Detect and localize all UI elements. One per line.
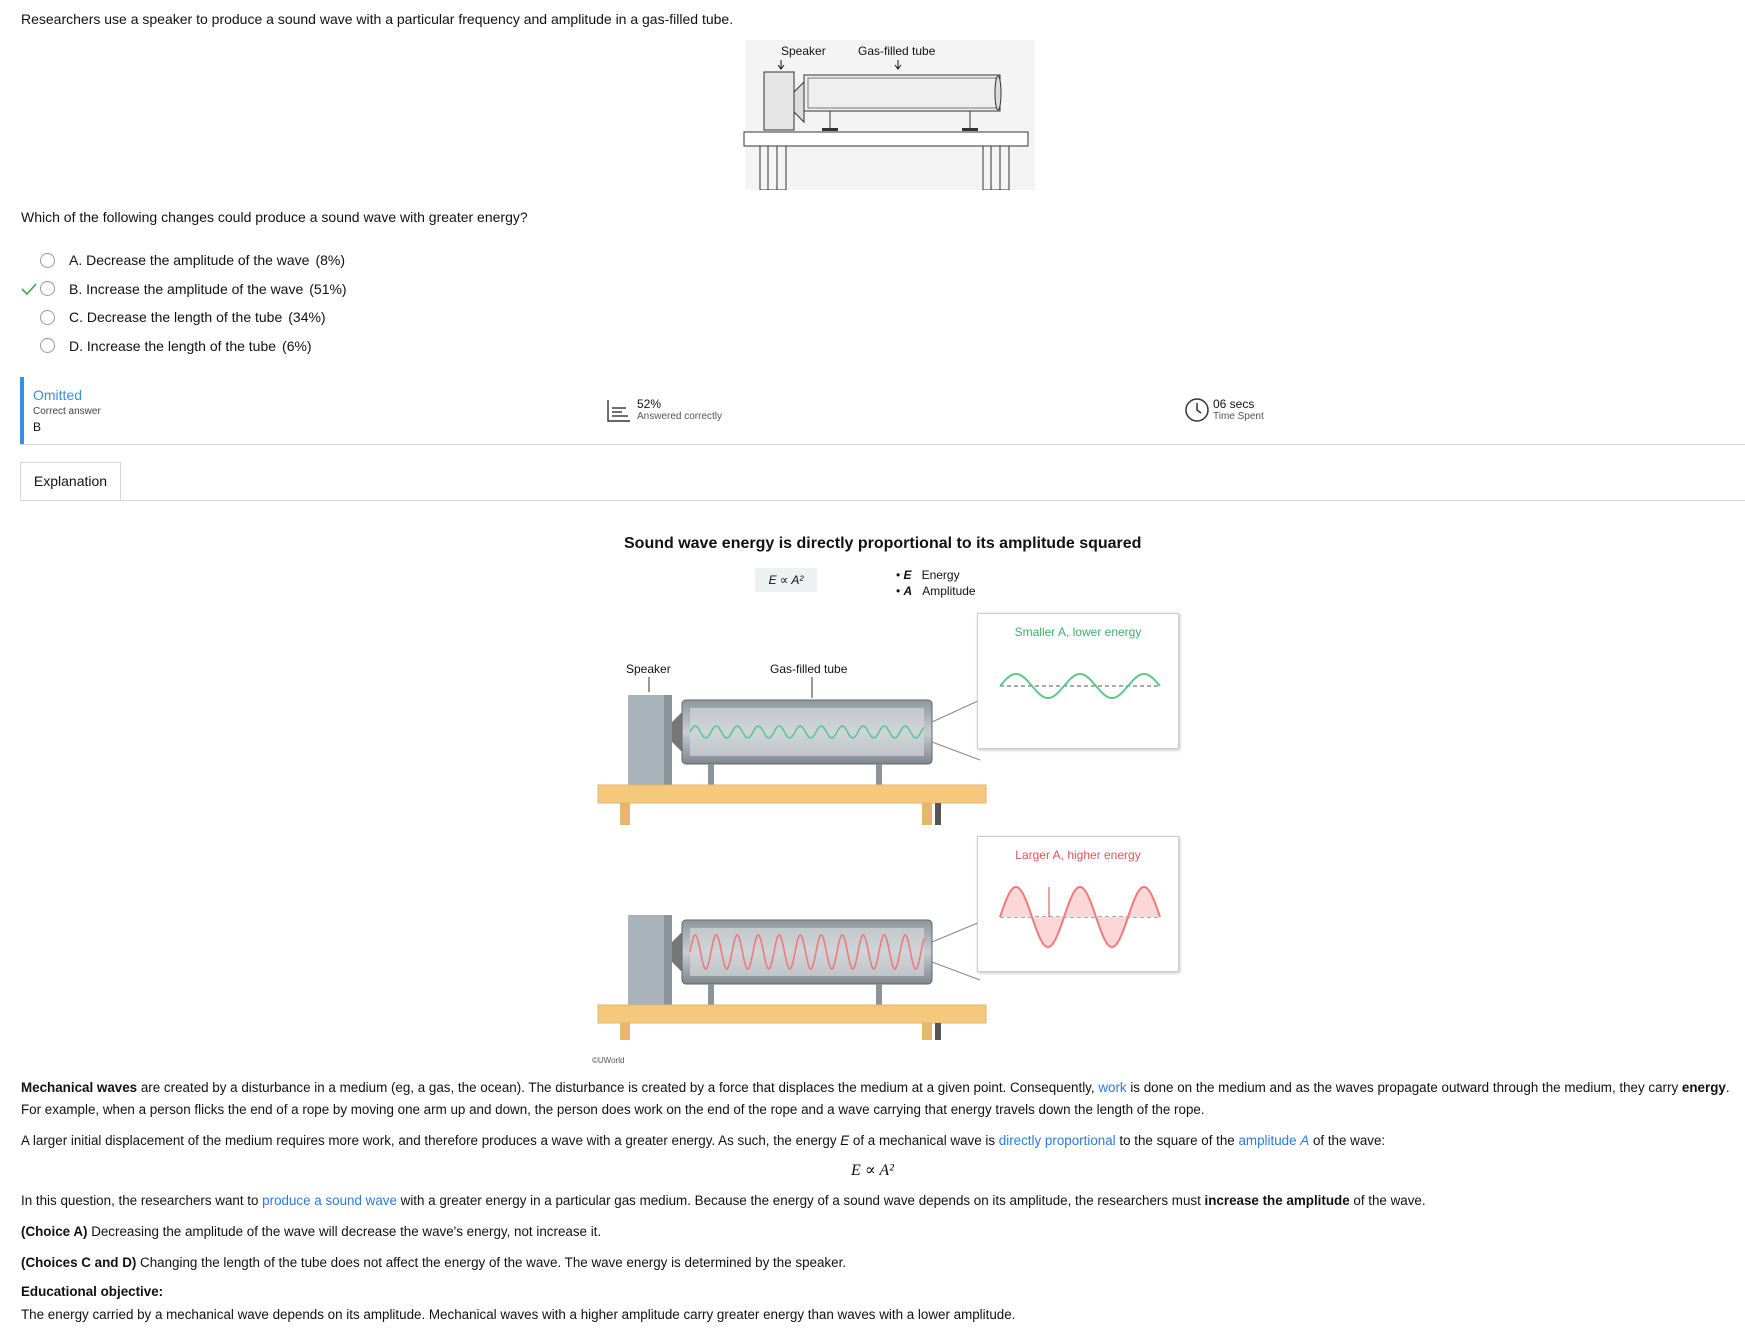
explanation-formula: E ∝ A²: [851, 1162, 894, 1179]
radio-button[interactable]: [40, 253, 55, 268]
fig-speaker-label: Speaker: [626, 662, 671, 676]
choice-text: B. Increase the amplitude of the wave: [69, 280, 304, 297]
question-stem: Researchers use a speaker to produce a sound wave with a particular frequency and amplitude in a gas-filled tube.: [21, 11, 734, 27]
link-produce-sound-wave[interactable]: produce a sound wave: [262, 1193, 397, 1208]
percent-correct-label: Answered correctly: [637, 411, 723, 422]
radio-button[interactable]: [40, 281, 55, 296]
correct-answer-label: Correct answer: [33, 406, 101, 417]
question-prompt: Which of the following changes could produce a sound wave with greater energy?: [21, 209, 528, 225]
objective-text: The energy carried by a mechanical wave depends on its amplitude. Mechanical waves with a higher amplitude carry greater energy than waves with a lower amplitude.: [21, 1307, 1016, 1322]
tab-explanation[interactable]: Explanation: [20, 462, 121, 500]
figure-legend: [896, 567, 976, 599]
link-amplitude[interactable]: amplitude A: [1238, 1133, 1310, 1148]
link-directly-proportional[interactable]: directly proportional: [998, 1133, 1116, 1148]
choice-percent: (51%): [309, 280, 347, 297]
callout-small-label: Smaller A, lower energy: [1014, 625, 1142, 639]
percent-correct: 52%: [637, 397, 662, 411]
question-figure: [740, 40, 1040, 190]
callout-large-label: Larger A, higher energy: [1015, 848, 1141, 862]
speaker-box-top: [628, 695, 664, 785]
time-spent: 06 secs: [1213, 397, 1255, 411]
legend-amplitude: • A Amplitude: [896, 584, 976, 598]
link-work[interactable]: work: [1098, 1080, 1127, 1095]
status-omitted: Omitted: [33, 387, 83, 403]
choice-a[interactable]: [20, 246, 347, 275]
callout-large-amplitude: [977, 836, 1179, 972]
explanation-paragraph-3: In this question, the researchers want to produce a sound wave with a greater energy in a particular gas medium. Because the energy of a sound wave depends on its amplitude, the researchers must increase the amplitude of the wave.: [21, 1193, 1426, 1208]
result-stats-bar: [20, 377, 1745, 445]
answer-choices: [20, 246, 347, 360]
copyright-notice: ©UWorld: [592, 1056, 625, 1065]
time-spent-label: Time Spent: [1213, 411, 1264, 422]
figure-tube-label: Gas-filled tube: [858, 44, 936, 58]
choice-percent: (34%): [288, 309, 326, 326]
correct-answer-value: B: [33, 420, 42, 434]
objective-title: Educational objective:: [21, 1284, 164, 1299]
callout-small-amplitude: [977, 613, 1179, 749]
clock-icon: [1184, 397, 1210, 423]
table-bottom: [598, 1005, 986, 1023]
correct-check-icon: [20, 280, 38, 298]
choice-d[interactable]: [20, 332, 347, 361]
legend-energy: • E Energy: [896, 568, 960, 582]
speaker-box-bottom: [628, 915, 664, 1005]
bar-chart-icon: [606, 399, 632, 423]
tab-bar: [20, 462, 1745, 501]
choice-percent: (6%): [282, 337, 312, 354]
fig-tube-label: Gas-filled tube: [770, 662, 848, 676]
choice-b[interactable]: [20, 275, 347, 304]
radio-button[interactable]: [40, 338, 55, 353]
choice-percent: (8%): [315, 252, 346, 269]
choice-text: A. Decrease the amplitude of the wave: [69, 252, 310, 269]
explanation-choice-a: (Choice A) Decreasing the amplitude of the wave will decrease the wave's energy, not increase it.: [21, 1224, 602, 1239]
choice-text: C. Decrease the length of the tube: [69, 309, 283, 326]
explanation-paragraph-1: Mechanical waves are created by a disturbance in a medium (eg, a gas, the ocean). The disturbance is created by a force that displaces the medium at a given point. Consequently, work is done on the medium and as the waves propagate outward through the medium, they carry energy. For example, when a person flicks the end of a rope by moving one arm up and down, the person does work on the end of the rope and a wave carrying that energy travels down the length of the rope.: [21, 1080, 1730, 1117]
explanation-choices-c-d: (Choices C and D) Changing the length of the tube does not affect the energy of the wave. The wave energy is determined by the speaker.: [21, 1255, 847, 1270]
table-top: [598, 785, 986, 803]
radio-button[interactable]: [40, 310, 55, 325]
figure-formula: E ∝ A²: [755, 568, 817, 592]
figure-speaker-label: Speaker: [781, 44, 826, 58]
choice-c[interactable]: [20, 303, 347, 332]
choice-text: D. Increase the length of the tube: [69, 337, 277, 354]
status-accent-bar: [20, 377, 24, 444]
explanation-paragraph-2: A larger initial displacement of the medium requires more work, and therefore produces a wave with a greater energy. As such, the energy E of a mechanical wave is directly proportional to the square of the amplitude A of the wave:: [21, 1133, 1386, 1148]
figure-title: Sound wave energy is directly proportional to its amplitude squared: [624, 535, 1142, 552]
